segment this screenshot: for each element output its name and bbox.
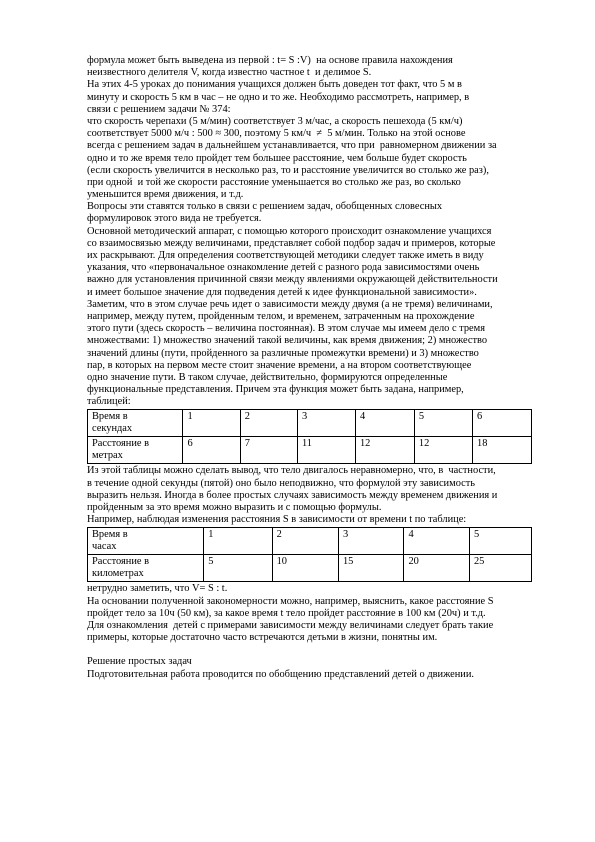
row-label-cell bbox=[88, 410, 183, 437]
table-row bbox=[88, 410, 532, 437]
value-cell: 1 bbox=[204, 528, 272, 555]
text-line: при одной и той же скорости расстояние уменьшается во столько же раз, во сколько bbox=[87, 176, 461, 188]
row-label-cell bbox=[88, 437, 183, 464]
value-cell: 7 bbox=[240, 437, 297, 464]
text-line: связи с решением задачи № 374: bbox=[87, 103, 231, 115]
text-line: Основной методический аппарат, с помощью которого происходит ознакомление учащихся bbox=[87, 225, 492, 237]
blank-line bbox=[87, 644, 532, 656]
time-distance-table-seconds bbox=[87, 409, 532, 464]
text-line: таблицей: bbox=[87, 396, 131, 408]
row-label-cell bbox=[88, 528, 204, 555]
text-line: одно значение пути. В таком случае, действительно, формируются определенные bbox=[87, 371, 448, 383]
paragraph-block-1 bbox=[87, 55, 532, 408]
text-line: формула может быть выведена из первой : t= S :V) на основе правила нахождения bbox=[87, 55, 453, 66]
value-cell: 1 bbox=[183, 410, 240, 437]
text-line: выразить нельзя. Иногда в более простых случаях зависимость между временем движения и bbox=[87, 489, 498, 501]
table-row bbox=[88, 555, 532, 582]
text-line: одно и то же время тело пройдет тем большее расстояние, чем больше будет скорость bbox=[87, 152, 467, 164]
text-line: пройдет тело за 10ч (50 км), за какое время t тело пройдет расстояние в 100 км (20ч) и т.д. bbox=[87, 607, 486, 619]
text-line: неизвестного делителя V, когда известно частное t и делимое S. bbox=[87, 67, 372, 79]
time-distance-table-hours bbox=[87, 527, 532, 582]
table-row bbox=[88, 437, 532, 464]
value-cell: 6 bbox=[473, 410, 532, 437]
section-heading: Решение простых задач bbox=[87, 656, 192, 668]
text-line: формулировок этого вида не требуется. bbox=[87, 213, 262, 225]
value-cell: 15 bbox=[338, 555, 404, 582]
text-line: Для ознакомления детей с примерами зависимости между величинами следует брать такие bbox=[87, 619, 494, 631]
text-line: всегда с решением задач в дальнейшем устанавливается, что при равномерном движении за bbox=[87, 140, 497, 152]
text-line: указания, что «первоначальное ознакомление детей с разного рода зависимостями очень bbox=[87, 262, 480, 274]
text-line: что скорость черепахи (5 м/мин) соответствует 3 м/час, а скорость пешехода (5 км/ч) bbox=[87, 115, 463, 127]
row-label-text: секундах bbox=[92, 423, 133, 435]
row-label-text: Время в bbox=[92, 529, 128, 541]
text-line: соответствует 5000 м/ч : 500 ≈ 300, поэтому 5 км/ч ≠ 5 м/мин. Только на этой основе bbox=[87, 128, 466, 140]
text-line: примеры, которые достаточно часто встречаются детьми в жизни, понятны им. bbox=[87, 632, 438, 644]
row-label-text: метрах bbox=[92, 450, 123, 462]
row-label-text: часах bbox=[92, 541, 117, 553]
text-line: множествами: 1) множество значений такой величины, как время движения; 2) множество bbox=[87, 335, 488, 347]
row-label-text: Расстояние в bbox=[92, 438, 150, 450]
text-line: в течение одной секунды (пятой) оно было неподвижно, что формулой эту зависимость bbox=[87, 477, 476, 489]
value-cell: 2 bbox=[240, 410, 297, 437]
value-cell: 4 bbox=[355, 410, 414, 437]
text-line: Заметим, что в этом случае речь идет о зависимости между двумя (а не тремя) величинами, bbox=[87, 298, 493, 310]
text-line: со взаимосвязью между величинами, представляет собой подбор задач и примеров, которые bbox=[87, 237, 496, 249]
value-cell: 5 bbox=[469, 528, 531, 555]
row-label-text: километрах bbox=[92, 568, 144, 580]
paragraph-block-2 bbox=[87, 465, 532, 526]
value-cell: 20 bbox=[404, 555, 470, 582]
text-line: их раскрывают. Для определения соответствующей методики следует также иметь в виду bbox=[87, 250, 484, 261]
text-line: Из этой таблицы можно сделать вывод, что тело двигалось неравномерно, что, в частности, bbox=[87, 465, 496, 477]
row-label-cell bbox=[88, 555, 204, 582]
document-page bbox=[87, 55, 532, 681]
text-line: На этих 4-5 уроках до понимания учащихся должен быть доведен тот факт, что 5 м в bbox=[87, 79, 462, 91]
text-line: пар, в которых на первом месте стоит значение времени, а на втором соответствующее bbox=[87, 359, 472, 371]
value-cell: 11 bbox=[297, 437, 355, 464]
text-line: и имеет большое значение для подведения детей к идее функциональной зависимости». bbox=[87, 286, 477, 298]
value-cell: 12 bbox=[355, 437, 414, 464]
text-line: минуту и скорость 5 км в час – не одно и то же. Необходимо рассмотреть, например, в bbox=[87, 91, 470, 103]
value-cell: 12 bbox=[414, 437, 472, 464]
value-cell: 18 bbox=[473, 437, 532, 464]
text-line: значений длины (пути, пройденного за различные промежутки времени) и 3) множество bbox=[87, 347, 479, 359]
value-cell: 3 bbox=[338, 528, 404, 555]
paragraph-block-3 bbox=[87, 583, 532, 644]
value-cell: 6 bbox=[183, 437, 240, 464]
text-line: Например, наблюдая изменения расстояния S в зависимости от времени t по таблице: bbox=[87, 514, 467, 526]
text-line: функциональные представления. Причем эта функция может быть задана, например, bbox=[87, 384, 464, 396]
text-line: этого пути (здесь скорость – величина постоянная). В этом случае мы имеем дело с тремя bbox=[87, 323, 485, 335]
text-line: (если скорость увеличится в несколько раз, то и расстояние увеличится во столько же раз), bbox=[87, 164, 489, 176]
text-line: Вопросы эти ставятся только в связи с решением задач, обобщенных словесных bbox=[87, 201, 443, 213]
value-cell: 5 bbox=[204, 555, 272, 582]
final-paragraph-line: Подготовительная работа проводится по обобщению представлений детей о движении. bbox=[87, 668, 475, 680]
text-line: На основании полученной закономерности можно, например, выяснить, какое расстояние S bbox=[87, 595, 494, 607]
text-line: пройденным за это время можно выразить и с помощью формулы. bbox=[87, 502, 382, 513]
text-line: нетрудно заметить, что V= S : t. bbox=[87, 583, 228, 595]
value-cell: 25 bbox=[469, 555, 531, 582]
row-label-text: Расстояние в bbox=[92, 556, 150, 568]
value-cell: 3 bbox=[297, 410, 355, 437]
value-cell: 4 bbox=[404, 528, 470, 555]
row-label-text: Время в bbox=[92, 411, 128, 423]
value-cell: 2 bbox=[272, 528, 338, 555]
text-line: например, между путем, пройденным телом, и временем, затраченным на прохождение bbox=[87, 310, 475, 322]
value-cell: 10 bbox=[272, 555, 338, 582]
text-line: уменьшится время движения, и т.д. bbox=[87, 189, 244, 201]
text-line: важно для установления причинной связи между явлениями окружающей действительности bbox=[87, 274, 498, 286]
value-cell: 5 bbox=[414, 410, 472, 437]
table-row bbox=[88, 528, 532, 555]
